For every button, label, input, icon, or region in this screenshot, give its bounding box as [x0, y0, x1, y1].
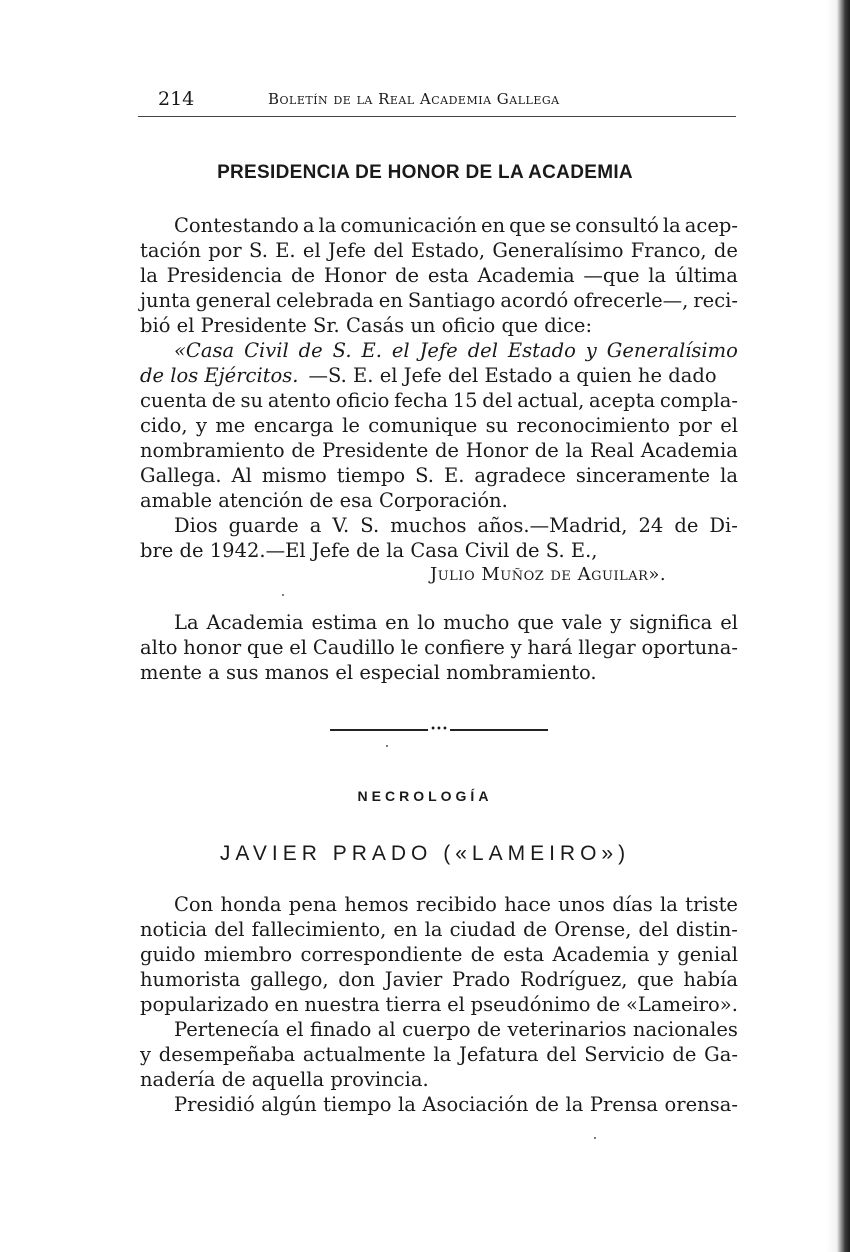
text-line: La Academia estima en lo mucho que vale y significa el	[174, 611, 738, 634]
closing-line: Dios guarde a V. S. muchos años.—Madrid, 24 de Di-	[174, 514, 738, 537]
text-line: bió el Presidente Sr. Casás un oficio que dice:	[140, 314, 593, 337]
text-line: junta general celebrada en Santiago acordó ofrecerle—, reci-	[140, 289, 738, 312]
text-line: alto honor que el Caudillo le confiere y hará llegar oportuna-	[140, 636, 738, 659]
quote-line: «Casa Civil de S. E. el Jefe del Estado y Generalísimo	[174, 339, 738, 362]
text-line: Contestando a la comunicación en que se consultó la acep-	[174, 214, 738, 237]
obituary-title: JAVIER PRADO («LAMEIRO»)	[219, 842, 631, 865]
section-divider-ornament	[330, 723, 548, 737]
quote-line: nombramiento de Presidente de Honor de la Real Academia	[140, 439, 738, 462]
divider-rule	[450, 729, 548, 731]
divider-dots: •••	[430, 724, 448, 735]
text-line: Con honda pena hemos recibido hace unos días la triste	[174, 893, 738, 916]
text-line: mente a sus manos el especial nombramiento.	[140, 661, 597, 684]
page-number: 214	[158, 88, 195, 110]
quote-line: cuenta de su atento oficio fecha 15 del actual, acepta compla-	[140, 389, 738, 412]
text-line: humorista gallego, don Javier Prado Rodríguez, que había	[140, 968, 738, 991]
signature: Julio Muñoz de Aguilar».	[430, 564, 667, 585]
page-header	[138, 88, 736, 117]
scan-speck	[386, 745, 388, 747]
quote-line: amable atención de esa Corporación.	[140, 489, 508, 512]
text-line: y desempeñaba actualmente la Jefatura del Servicio de Ga-	[140, 1043, 738, 1066]
text-line: guido miembro correspondiente de esta Academia y genial	[140, 943, 738, 966]
quote-italic: de los Ejércitos.	[140, 364, 299, 387]
text-line: Pertenecía el finado al cuerpo de veterinarios nacionales	[174, 1018, 738, 1041]
quote-rest: —S. E. el Jefe del Estado a quien he dado	[308, 364, 717, 387]
text-line: Presidió algún tiempo la Asociación de la Prensa orensa-	[174, 1093, 738, 1116]
page-edge-shadow	[826, 0, 850, 1252]
text-line: popularizado en nuestra tierra el pseudónimo de «Lameiro».	[140, 993, 738, 1016]
running-title: Boletín de la Real Academia Gallega	[268, 90, 560, 108]
text-line: tación por S. E. el Jefe del Estado, Generalísimo Franco, de	[140, 239, 738, 262]
closing-line: bre de 1942.—El Jefe de la Casa Civil de S. E.,	[140, 539, 598, 562]
quote-line: cido, y me encarga le comunique su reconocimiento por el	[140, 414, 738, 437]
scan-speck	[594, 1137, 596, 1139]
scan-speck	[282, 594, 284, 596]
divider-rule	[330, 729, 428, 731]
text-line: nadería de aquella provincia.	[140, 1068, 429, 1091]
quote-line	[140, 363, 738, 388]
text-line: la Presidencia de Honor de esta Academia —que la última	[140, 264, 738, 287]
text-line: noticia del fallecimiento, en la ciudad de Orense, del distin-	[140, 918, 738, 941]
section-title-presidencia: PRESIDENCIA DE HONOR DE LA ACADEMIA	[217, 162, 633, 183]
quote-line: Gallega. Al mismo tiempo S. E. agradece sinceramente la	[140, 464, 738, 487]
section-heading-necrologia: NECROLOGÍA	[357, 788, 493, 804]
